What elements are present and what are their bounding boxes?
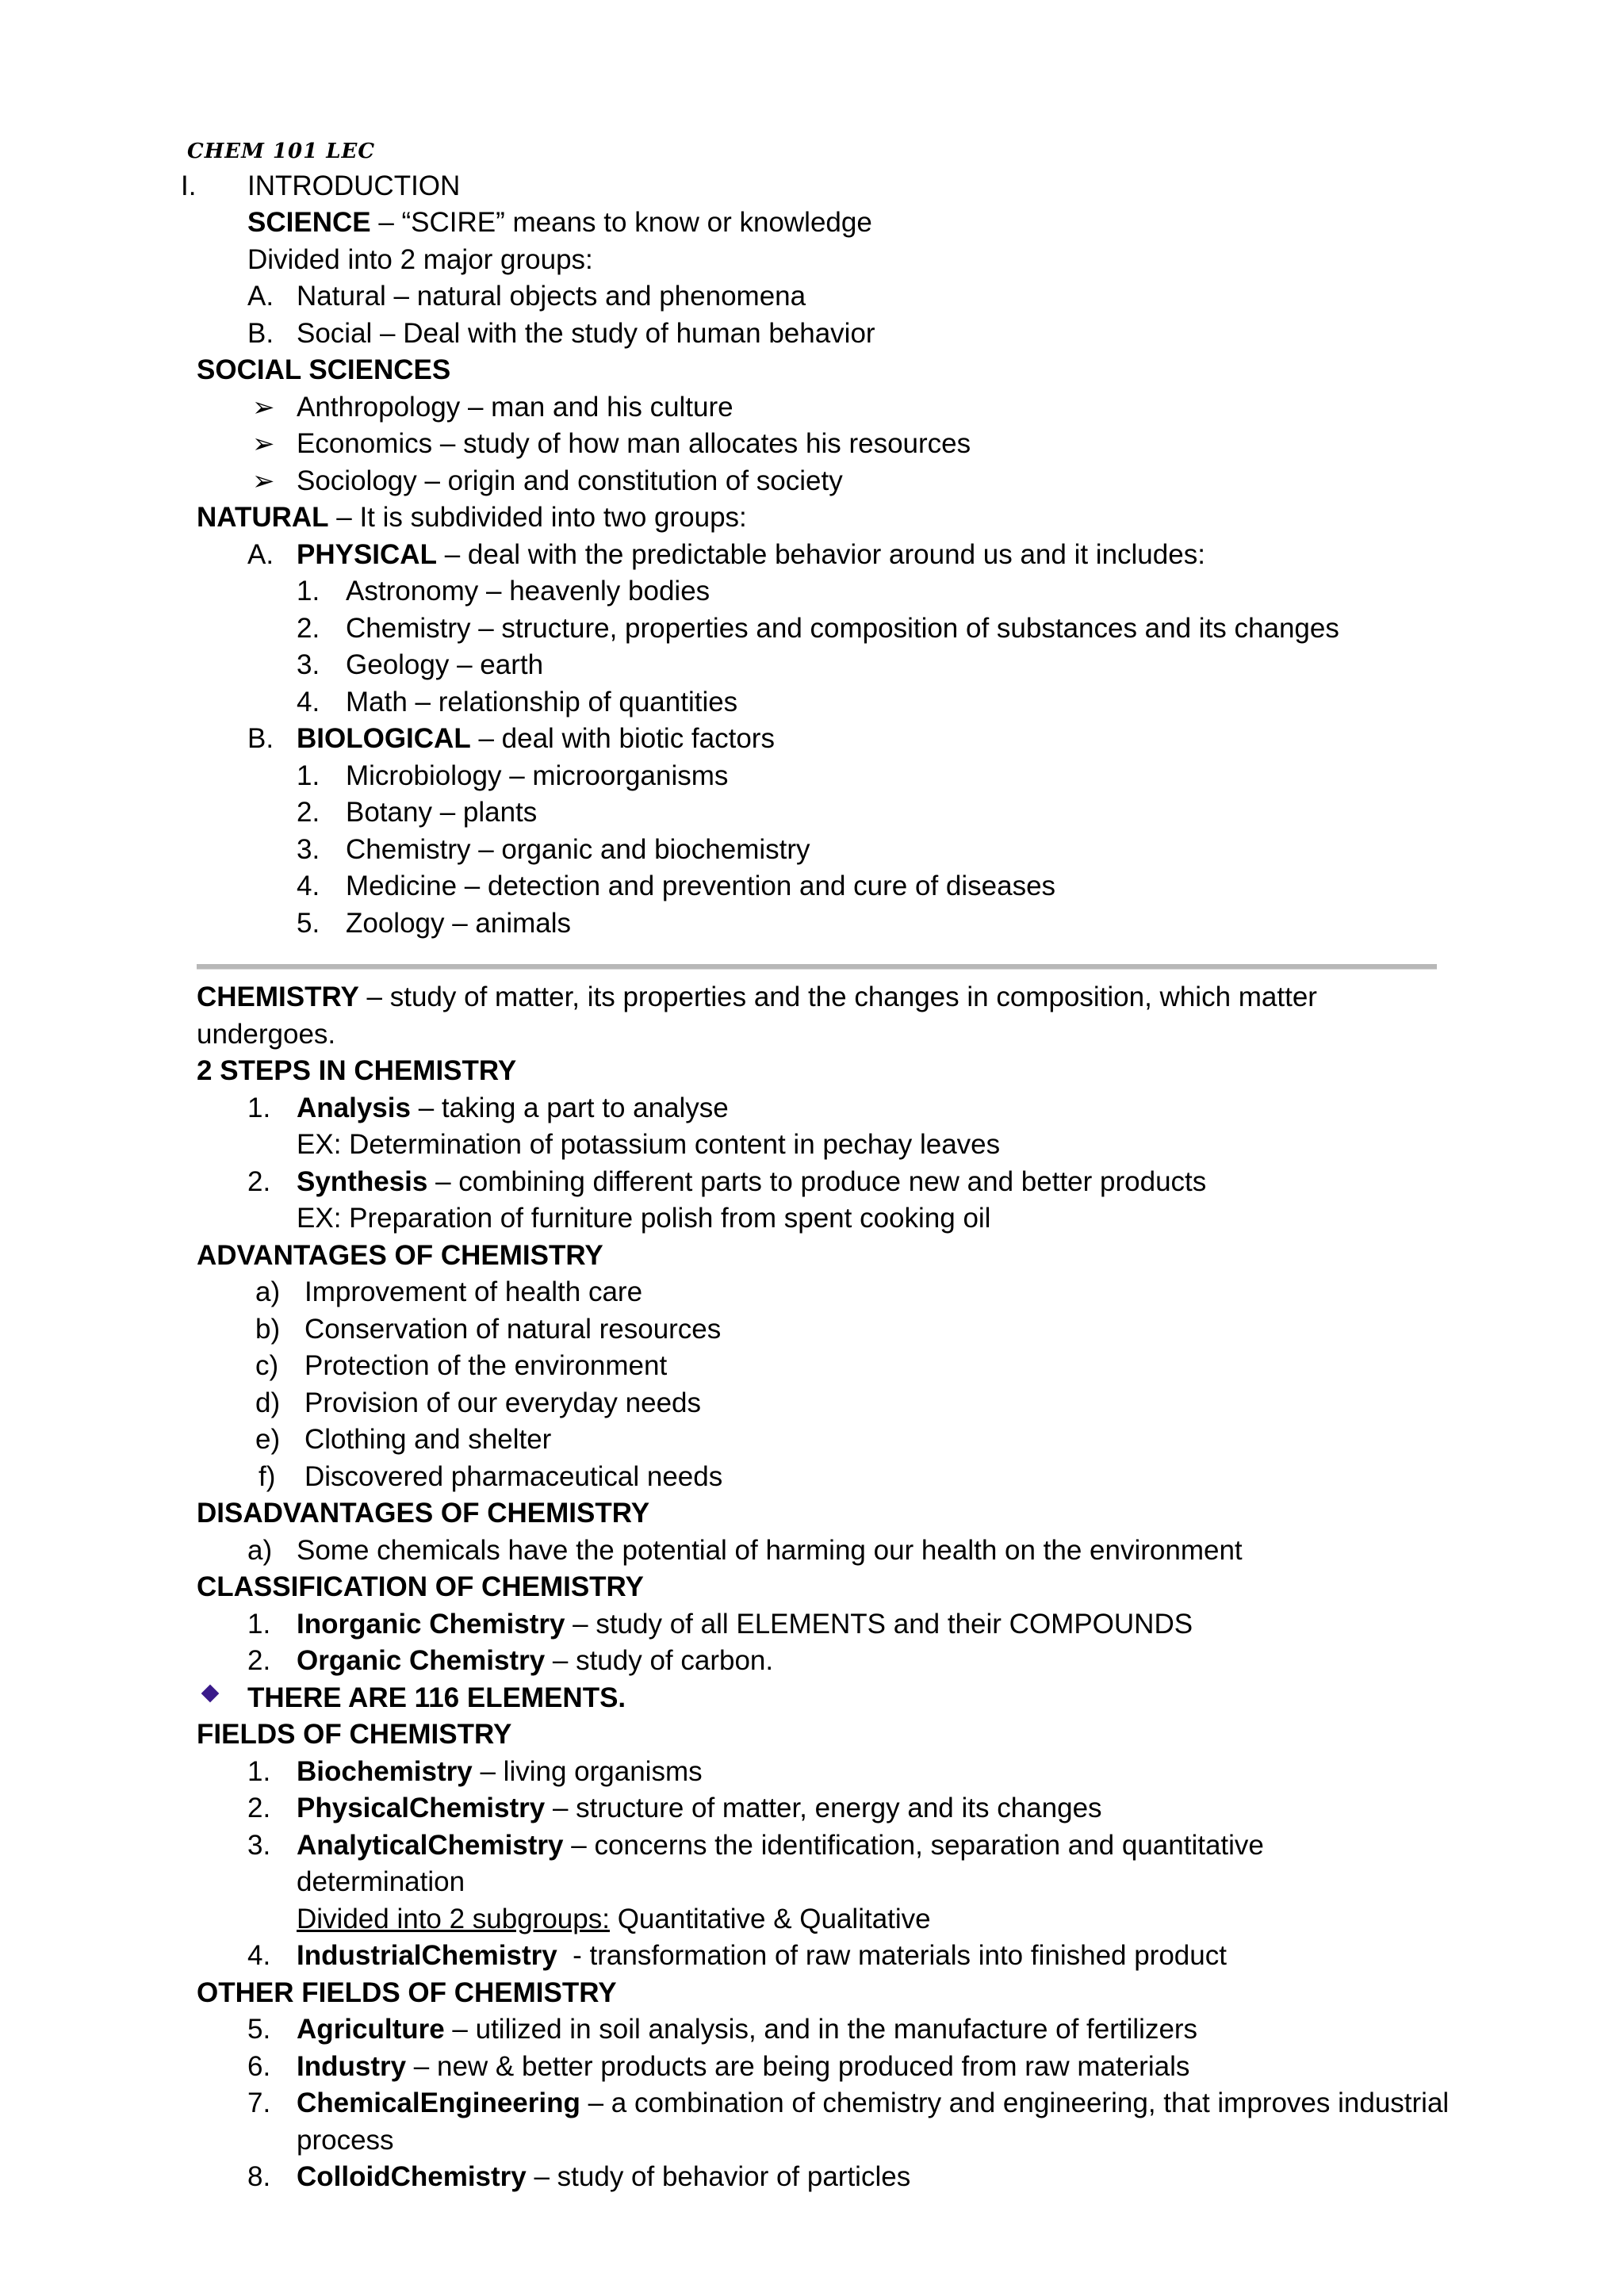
- step-def: – combining different parts to produce new and better products: [427, 1166, 1207, 1197]
- list-item: [297, 2159, 910, 2195]
- list-item: Botany – plants: [346, 797, 538, 828]
- list-item: Microbiology – microorganisms: [346, 760, 729, 791]
- list-item: [297, 1164, 1206, 1200]
- science-term: SCIENCE: [247, 207, 371, 238]
- divided-text: Divided into 2 major groups:: [247, 244, 593, 275]
- field-term: Organic Chemistry: [297, 1645, 546, 1676]
- step-term: Synthesis: [297, 1166, 428, 1197]
- field-def: – study of behavior of particles: [526, 2161, 911, 2192]
- physical-def-text: – deal with the predictable behavior around us and it includes:: [436, 539, 1205, 570]
- field-def: – living organisms: [472, 1756, 703, 1787]
- list-marker: 2.: [297, 797, 320, 828]
- list-marker: B.: [247, 723, 274, 754]
- list-item: Conservation of natural resources: [304, 1314, 722, 1345]
- list-marker: 5.: [247, 2014, 271, 2045]
- list-marker: 4.: [247, 1940, 271, 1971]
- list-item: Chemistry – organic and biochemistry: [346, 834, 810, 865]
- list-marker: 4.: [297, 687, 320, 718]
- field-term: Biochemistry: [297, 1756, 473, 1787]
- field-def-continued: determination: [297, 1866, 465, 1897]
- list-item: Chemistry – structure, properties and composition of substances and its changes: [346, 613, 1339, 644]
- list-marker: f): [259, 1461, 276, 1492]
- field-term: Industry: [297, 2051, 407, 2082]
- field-def: – concerns the identification, separation and quantitative: [563, 1830, 1264, 1861]
- field-def: – study of carbon.: [545, 1645, 774, 1676]
- list-item: [297, 1790, 1102, 1827]
- list-item: [297, 1090, 729, 1127]
- list-item: [297, 1827, 1264, 1864]
- step-example: EX: Preparation of furniture polish from spent cooking oil: [297, 1203, 991, 1234]
- list-marker: a): [255, 1276, 281, 1307]
- heading-social-sciences: SOCIAL SCIENCES: [197, 354, 451, 385]
- field-term: ChemicalEngineering: [297, 2087, 580, 2118]
- list-item: Sociology – origin and constitution of society: [297, 465, 843, 496]
- field-term: PhysicalChemistry: [297, 1793, 546, 1823]
- heading-disadvantages: DISADVANTAGES OF CHEMISTRY: [197, 1498, 650, 1529]
- list-marker: 1.: [297, 760, 320, 791]
- section-heading-introduction: INTRODUCTION: [247, 170, 461, 201]
- list-item: Clothing and shelter: [304, 1424, 552, 1455]
- list-item: Protection of the environment: [304, 1350, 668, 1381]
- list-marker: b): [255, 1314, 281, 1345]
- step-example: EX: Determination of potassium content in pechay leaves: [297, 1129, 1001, 1160]
- biological-def-text: – deal with biotic factors: [470, 723, 775, 754]
- list-marker: 1.: [297, 576, 320, 607]
- list-marker: 7.: [247, 2087, 271, 2118]
- elements-note: THERE ARE 116 ELEMENTS.: [247, 1682, 626, 1713]
- list-item: Medicine – detection and prevention and cure of diseases: [346, 871, 1056, 901]
- list-item: Zoology – animals: [346, 908, 572, 939]
- physical-definition: [297, 537, 1205, 573]
- list-item: Discovered pharmaceutical needs: [304, 1461, 723, 1492]
- section-numeral: I.: [181, 170, 197, 201]
- science-definition: [247, 205, 872, 241]
- list-marker: c): [255, 1350, 279, 1381]
- natural-definition: [197, 499, 747, 536]
- list-marker: 4.: [297, 871, 320, 901]
- field-def: – structure of matter, energy and its changes: [545, 1793, 1102, 1823]
- field-def: – new & better products are being produced from raw materials: [406, 2051, 1190, 2082]
- heading-fields: FIELDS OF CHEMISTRY: [197, 1719, 512, 1750]
- step-def: – taking a part to analyse: [410, 1093, 729, 1123]
- list-item: Social – Deal with the study of human behavior: [297, 318, 875, 349]
- biological-definition: [297, 721, 775, 757]
- list-item: Anthropology – man and his culture: [297, 392, 733, 423]
- list-marker: d): [255, 1387, 281, 1418]
- subgroups-line: [297, 1901, 931, 1938]
- list-marker: e): [255, 1424, 281, 1455]
- step-term: Analysis: [297, 1093, 411, 1123]
- field-def: – study of all ELEMENTS and their COMPOUNDS: [565, 1609, 1193, 1640]
- chemistry-term: CHEMISTRY: [197, 982, 359, 1012]
- heading-other-fields: OTHER FIELDS OF CHEMISTRY: [197, 1977, 617, 2008]
- physical-term: PHYSICAL: [297, 539, 437, 570]
- arrow-bullet-icon: ➢: [252, 466, 275, 496]
- list-marker: a): [247, 1535, 273, 1566]
- list-marker: 2.: [247, 1793, 271, 1823]
- list-item: Economics – study of how man allocates his resources: [297, 428, 971, 459]
- document-title: CHEM 101 LEC: [187, 140, 376, 163]
- chemistry-def-text: – study of matter, its properties and the changes in composition, which matter: [358, 982, 1317, 1012]
- list-marker: 5.: [297, 908, 320, 939]
- horizontal-rule: [197, 964, 1437, 970]
- list-marker: 3.: [247, 1830, 271, 1861]
- list-item: Improvement of health care: [304, 1276, 643, 1307]
- list-item: Provision of our everyday needs: [304, 1387, 701, 1418]
- natural-def-text: – It is subdivided into two groups:: [328, 502, 747, 533]
- list-marker: 2.: [247, 1166, 271, 1197]
- science-def-text: – “SCIRE” means to know or knowledge: [370, 207, 872, 238]
- list-item: Natural – natural objects and phenomena: [297, 281, 806, 312]
- list-item: [297, 1643, 773, 1679]
- list-marker: A.: [247, 281, 274, 312]
- field-term: AnalyticalChemistry: [297, 1830, 564, 1861]
- list-marker: 2.: [297, 613, 320, 644]
- list-marker: 3.: [297, 834, 320, 865]
- list-item: [297, 1606, 1193, 1643]
- diamond-bullet-icon: [201, 1685, 220, 1703]
- subgroups-text: Quantitative & Qualitative: [609, 1904, 931, 1934]
- field-def-continued: process: [297, 2125, 394, 2156]
- arrow-bullet-icon: ➢: [252, 392, 275, 423]
- heading-steps: 2 STEPS IN CHEMISTRY: [197, 1055, 517, 1086]
- list-marker: 2.: [247, 1645, 271, 1676]
- field-term: IndustrialChemistry: [297, 1940, 557, 1971]
- natural-term: NATURAL: [197, 502, 329, 533]
- list-marker: 6.: [247, 2051, 271, 2082]
- list-item: [297, 2011, 1197, 2048]
- field-def: - transformation of raw materials into finished product: [557, 1940, 1227, 1971]
- subgroups-label: Divided into 2 subgroups:: [297, 1904, 610, 1934]
- list-marker: 8.: [247, 2161, 271, 2192]
- list-item: Some chemicals have the potential of harming our health on the environment: [297, 1535, 1243, 1566]
- heading-classification: CLASSIFICATION OF CHEMISTRY: [197, 1571, 644, 1602]
- list-marker: 1.: [247, 1609, 271, 1640]
- field-term: Inorganic Chemistry: [297, 1609, 565, 1640]
- list-item: Math – relationship of quantities: [346, 687, 738, 718]
- list-item: [297, 2085, 1449, 2122]
- list-item: [297, 1938, 1227, 1974]
- field-term: Agriculture: [297, 2014, 445, 2045]
- list-item: Geology – earth: [346, 649, 544, 680]
- chemistry-def-continued: undergoes.: [197, 1019, 336, 1050]
- field-def: – a combination of chemistry and engineering, that improves industrial: [580, 2087, 1450, 2118]
- field-term: ColloidChemistry: [297, 2161, 527, 2192]
- list-marker: 3.: [297, 649, 320, 680]
- chemistry-definition: [197, 979, 1317, 1016]
- list-item: [297, 2049, 1189, 2085]
- list-marker: A.: [247, 539, 274, 570]
- biological-term: BIOLOGICAL: [297, 723, 471, 754]
- list-item: Astronomy – heavenly bodies: [346, 576, 710, 607]
- field-def: – utilized in soil analysis, and in the manufacture of fertilizers: [444, 2014, 1198, 2045]
- arrow-bullet-icon: ➢: [252, 429, 275, 459]
- list-marker: 1.: [247, 1756, 271, 1787]
- list-marker: B.: [247, 318, 274, 349]
- heading-advantages: ADVANTAGES OF CHEMISTRY: [197, 1240, 603, 1271]
- list-item: [297, 1754, 703, 1790]
- list-marker: 1.: [247, 1093, 271, 1123]
